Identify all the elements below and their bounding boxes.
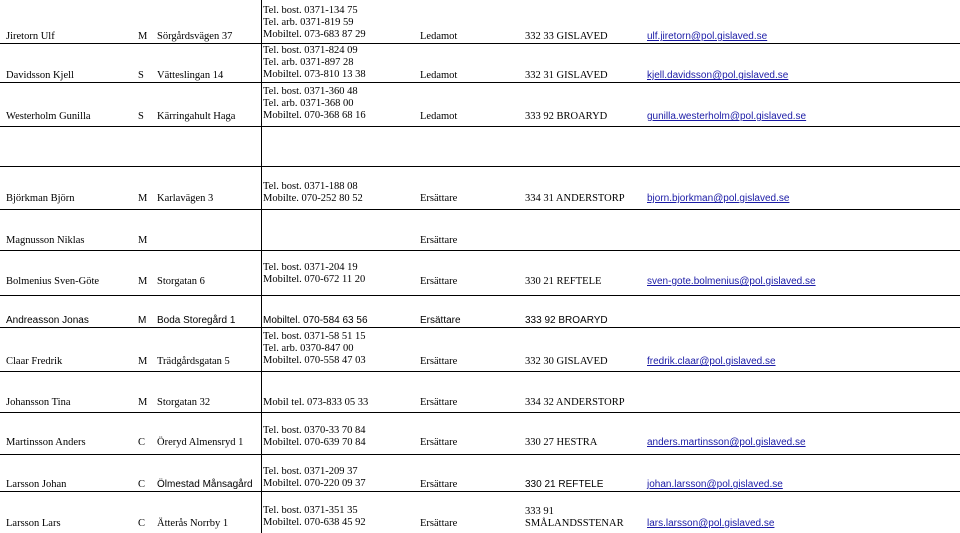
table-row [0,491,960,532]
postal-address: 332 31 GISLAVED [525,70,608,81]
role: Ledamot [420,70,458,81]
empty-row [0,126,960,167]
phone: Tel. bost. 0371-204 19 [263,262,358,273]
role: Ersättare [420,518,458,529]
phone: Mobil tel. 073-833 05 33 [263,397,369,408]
postal-address: 330 27 HESTRA [525,437,598,448]
phone: Tel. bost. 0371-351 35 [263,505,358,516]
role: Ersättare [420,479,458,490]
table-row [0,166,960,210]
email-link[interactable]: johan.larsson@pol.gislaved.se [647,479,783,490]
member-name: Andreasson Jonas [6,315,89,326]
phone: Tel. bost. 0371-134 75 [263,5,358,16]
table-row [0,454,960,492]
address: Trädgårdsgatan 5 [157,356,230,367]
role: Ersättare [420,193,458,204]
table-row [0,209,960,251]
member-name: Johansson Tina [6,397,71,408]
address: Vätteslingan 14 [157,70,224,81]
party: M [138,235,148,246]
member-name: Westerholm Gunilla [6,111,91,122]
party: C [138,479,146,490]
member-name: Larsson Johan [6,479,67,490]
phone: Mobiltel. 070-639 70 84 [263,437,366,448]
phone: Mobiltel. 070-638 45 92 [263,517,366,528]
postal-address: 333 92 BROARYD [525,315,608,326]
member-name: Larsson Lars [6,518,61,529]
member-name: Jiretorn Ulf [6,31,55,42]
phone: Tel. arb. 0370-847 00 [263,343,354,354]
party: M [138,31,148,42]
role: Ersättare [420,235,458,246]
party: C [138,437,146,448]
address: Kärringahult Haga [157,111,236,122]
phone: Tel. bost. 0371-188 08 [263,181,358,192]
email-link[interactable]: bjorn.bjorkman@pol.gislaved.se [647,193,790,204]
phone: Mobiltel. 070-558 47 03 [263,355,366,366]
phone-list [263,466,366,490]
phone-list [263,86,366,122]
phone: Tel. bost. 0371-209 37 [263,466,358,477]
address: Boda Storegård 1 [157,315,236,326]
phone-list [263,505,366,529]
role: Ersättare [420,276,458,287]
phone: Tel. arb. 0371-897 28 [263,57,354,68]
table-row [0,250,960,296]
postal-address: 334 32 ANDERSTORP [525,397,625,408]
table-row [0,43,960,83]
postal-address: 334 31 ANDERSTORP [525,193,625,204]
postal-address: 330 21 REFTELE [525,276,602,287]
phone: Tel. bost. 0371-58 51 15 [263,331,366,342]
party: S [138,70,144,81]
role: Ledamot [420,31,458,42]
email-link[interactable]: ulf.jiretorn@pol.gislaved.se [647,31,768,42]
party: C [138,518,146,529]
address: Sörgårdsvägen 37 [157,31,233,42]
member-name: Claar Fredrik [6,356,63,367]
address: Karlavägen 3 [157,193,214,204]
phone-list [263,425,366,449]
table-row [0,371,960,413]
email-link[interactable]: kjell.davidsson@pol.gislaved.se [647,70,789,81]
phone: Tel. bost. 0371-360 48 [263,86,358,97]
email-link[interactable]: fredrik.claar@pol.gislaved.se [647,356,776,367]
role: Ersättare [420,356,458,367]
phone-list [263,45,366,81]
address: Storgatan 32 [157,397,211,408]
address: Storgatan 6 [157,276,205,287]
role: Ersättare [420,315,461,326]
phone-list [263,181,363,205]
table-row [0,82,960,127]
role: Ersättare [420,437,458,448]
email-link[interactable]: gunilla.westerholm@pol.gislaved.se [647,111,807,122]
phone-list [263,331,366,367]
table-row [0,0,960,44]
party: M [138,315,147,326]
role: Ersättare [420,397,458,408]
member-name: Bolmenius Sven-Göte [6,276,100,287]
phone: Tel. bost. 0370-33 70 84 [263,425,366,436]
email-link[interactable]: sven-gote.bolmenius@pol.gislaved.se [647,276,816,287]
email-link[interactable]: anders.martinsson@pol.gislaved.se [647,437,806,448]
phone: Mobiltel. 073-810 13 38 [263,69,366,80]
role: Ledamot [420,111,458,122]
postal-address: 333 91 SMÅLANDSSTENAR [525,506,624,529]
table-row [0,327,960,372]
phone: Tel. bost. 0371-824 09 [263,45,358,56]
table-row [0,412,960,455]
address: Ätterås Norrby 1 [157,518,229,529]
phone-list [263,262,365,286]
phone: Mobiltel. 070-220 09 37 [263,478,366,489]
member-name: Davidsson Kjell [6,70,74,81]
party: M [138,193,148,204]
phone: Mobiltel. 070-672 11 20 [263,274,366,285]
phone: Mobiltel. 070-368 68 16 [263,110,366,121]
phone: Mobiltel. 073-683 87 29 [263,29,366,40]
email-link[interactable]: lars.larsson@pol.gislaved.se [647,518,775,529]
phone: Mobiltel. 070-584 63 56 [263,315,368,326]
phone: Tel. arb. 0371-819 59 [263,17,354,28]
postal-address: 333 92 BROARYD [525,111,608,122]
party: M [138,397,148,408]
phone: Mobilte. 070-252 80 52 [263,193,363,204]
phone: Tel. arb. 0371-368 00 [263,98,354,109]
postal-address: 332 30 GISLAVED [525,356,608,367]
address: Ölmestad Månsagård [157,479,253,490]
member-name: Magnusson Niklas [6,235,85,246]
party: M [138,356,148,367]
address: Öreryd Almensryd 1 [157,437,244,448]
postal-address: 332 33 GISLAVED [525,31,608,42]
party: S [138,111,144,122]
member-name: Martinsson Anders [6,437,86,448]
table-row [0,295,960,328]
party: M [138,276,148,287]
postal-address: 330 21 REFTELE [525,479,604,490]
member-name: Björkman Björn [6,193,75,204]
phone-list [263,5,366,41]
